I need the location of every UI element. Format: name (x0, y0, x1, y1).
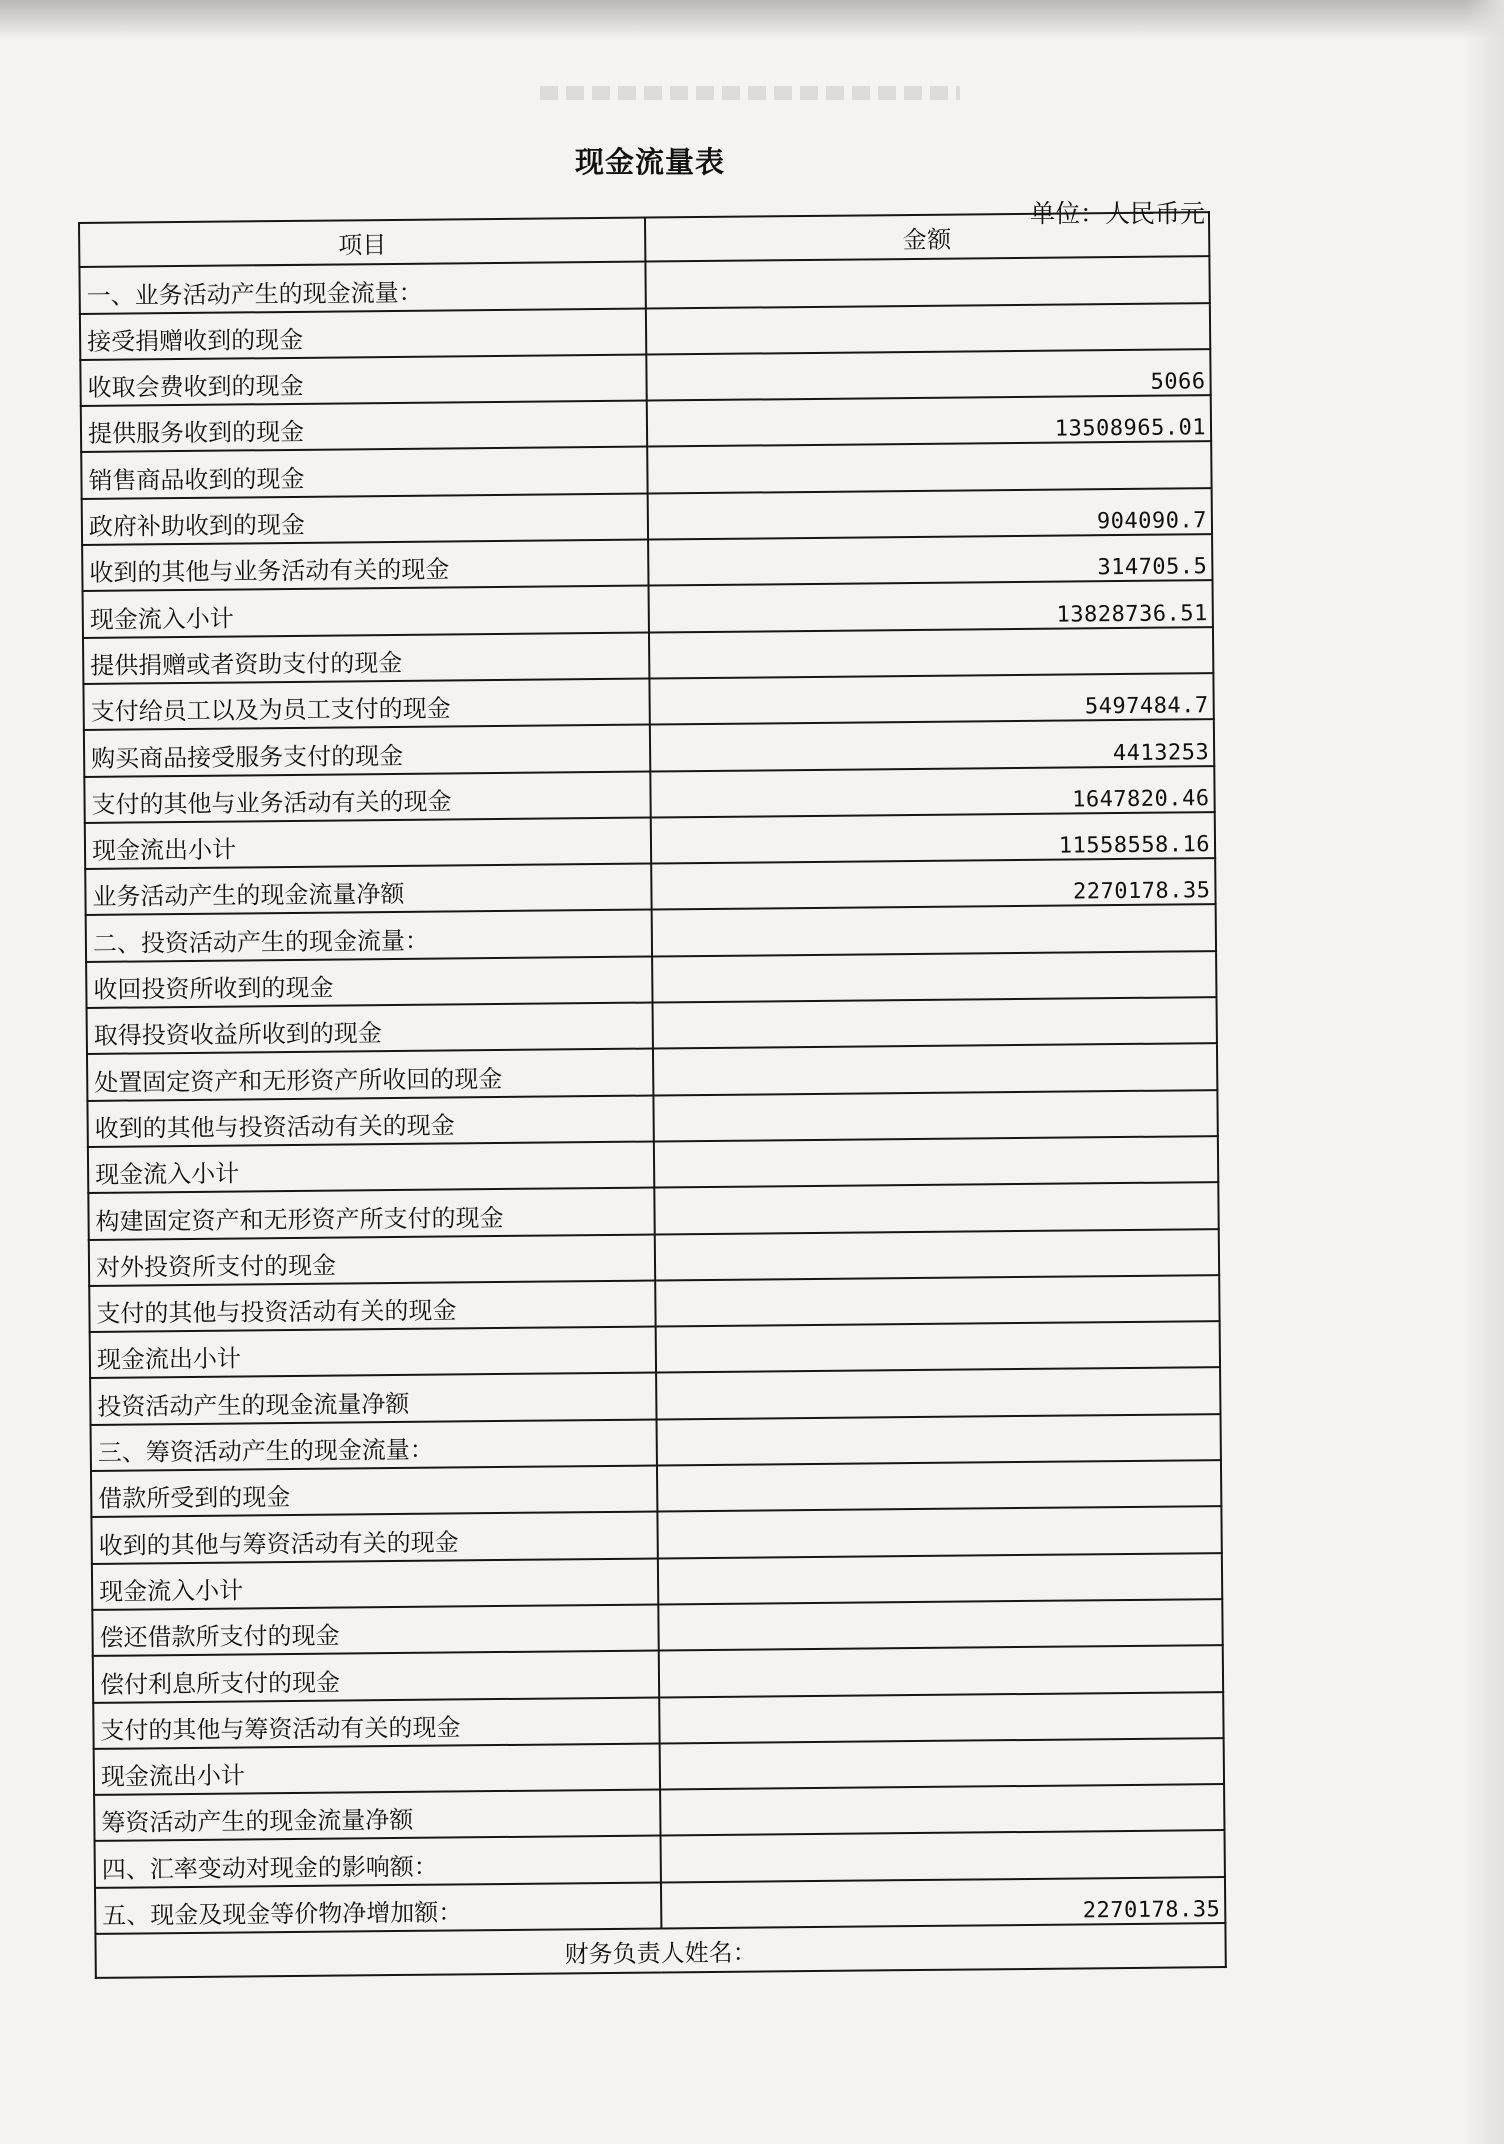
row-item-label: 收取会费收到的现金 (80, 354, 646, 406)
row-amount-value: 904090.7 (648, 488, 1212, 540)
row-item-label: 提供捐赠或者资助支付的现金 (83, 632, 649, 684)
row-amount-value (645, 256, 1209, 308)
row-item-label: 投资活动产生的现金流量净额 (90, 1373, 656, 1425)
row-item-label: 现金流入小计 (92, 1558, 658, 1610)
row-item-label: 支付的其他与投资活动有关的现金 (89, 1280, 655, 1332)
row-item-label: 对外投资所支付的现金 (89, 1234, 655, 1286)
row-amount-value (659, 1692, 1223, 1744)
row-amount-value (654, 1182, 1218, 1234)
row-amount-value (660, 1784, 1224, 1836)
finance-officer-name-label: 财务负责人姓名： (95, 1923, 1225, 1978)
row-item-label: 接受捐赠收到的现金 (80, 308, 646, 360)
row-amount-value: 2270178.35 (651, 858, 1215, 910)
row-amount-value (656, 1368, 1220, 1420)
row-amount-value (654, 1136, 1218, 1188)
row-item-label: 收回投资所收到的现金 (86, 956, 652, 1008)
row-amount-value: 13508965.01 (647, 395, 1211, 447)
row-amount-value (655, 1275, 1219, 1327)
row-amount-value (652, 905, 1216, 957)
row-amount-value: 1647820.46 (650, 766, 1214, 818)
row-amount-value: 5497484.7 (649, 673, 1213, 725)
row-amount-value: 2270178.35 (661, 1877, 1225, 1929)
row-amount-value (657, 1506, 1221, 1558)
row-item-label: 现金流入小计 (83, 586, 649, 638)
row-amount-value (655, 1229, 1219, 1281)
row-amount-value (647, 442, 1211, 494)
row-item-label: 现金流出小计 (90, 1327, 656, 1379)
bleed-through-text (540, 86, 960, 100)
row-item-label: 现金流入小计 (88, 1141, 654, 1193)
row-item-label: 偿还借款所支付的现金 (92, 1604, 658, 1656)
row-item-label: 三、筹资活动产生的现金流量： (91, 1419, 657, 1471)
row-item-label: 支付给员工以及为员工支付的现金 (83, 679, 649, 731)
amount-column-header: 金额 (645, 212, 1209, 262)
currency-unit-label: 单位：人民币元 (1029, 199, 1205, 228)
row-amount-value (646, 303, 1210, 355)
row-item-label: 收到的其他与业务活动有关的现金 (82, 540, 648, 592)
row-amount-value: 314705.5 (648, 534, 1212, 586)
row-item-label: 支付的其他与筹资活动有关的现金 (93, 1697, 659, 1749)
row-amount-value (659, 1645, 1223, 1697)
row-item-label: 收到的其他与筹资活动有关的现金 (91, 1512, 657, 1564)
row-amount-value (661, 1830, 1225, 1882)
row-item-label: 业务活动产生的现金流量净额 (85, 864, 651, 916)
row-item-label: 收到的其他与投资活动有关的现金 (87, 1095, 653, 1147)
scan-edge-shadow (0, 0, 1504, 40)
row-item-label: 政府补助收到的现金 (82, 493, 648, 545)
row-item-label: 取得投资收益所收到的现金 (87, 1003, 653, 1055)
row-amount-value: 4413253 (650, 719, 1214, 771)
row-item-label: 一、业务活动产生的现金流量： (79, 262, 645, 314)
row-item-label: 筹资活动产生的现金流量净额 (94, 1790, 660, 1842)
row-amount-value (657, 1414, 1221, 1466)
row-amount-value (653, 1090, 1217, 1142)
row-item-label: 现金流出小计 (94, 1743, 660, 1795)
row-item-label: 借款所受到的现金 (91, 1466, 657, 1518)
row-item-label: 处置固定资产和无形资产所收回的现金 (87, 1049, 653, 1101)
row-amount-value (652, 951, 1216, 1003)
row-item-label: 销售商品收到的现金 (81, 447, 647, 499)
row-item-label: 构建固定资产和无形资产所支付的现金 (88, 1188, 654, 1240)
document-title: 现金流量表 (574, 145, 725, 179)
row-item-label: 支付的其他与业务活动有关的现金 (84, 771, 650, 823)
row-amount-value (657, 1460, 1221, 1512)
item-column-header: 项目 (79, 218, 645, 268)
row-amount-value (658, 1553, 1222, 1605)
row-item-label: 二、投资活动产生的现金流量： (86, 910, 652, 962)
row-amount-value (649, 627, 1213, 679)
row-item-label: 偿付利息所支付的现金 (93, 1651, 659, 1703)
row-amount-value: 11558558.16 (651, 812, 1215, 864)
row-amount-value (653, 997, 1217, 1049)
cash-flow-table (78, 211, 1227, 1979)
table-footer-row (95, 1923, 1225, 1978)
scan-side-shadow (1464, 0, 1504, 2144)
row-amount-value (658, 1599, 1222, 1651)
row-amount-value (656, 1321, 1220, 1373)
row-item-label: 四、汇率变动对现金的影响额： (95, 1836, 661, 1888)
row-item-label: 购买商品接受服务支付的现金 (84, 725, 650, 777)
row-item-label: 提供服务收到的现金 (81, 401, 647, 453)
row-amount-value (660, 1738, 1224, 1790)
cash-flow-table-container (78, 211, 1223, 1979)
row-item-label: 五、现金及现金等价物净增加额： (95, 1882, 661, 1934)
row-amount-value: 13828736.51 (649, 581, 1213, 633)
row-amount-value (653, 1043, 1217, 1095)
row-item-label: 现金流出小计 (85, 817, 651, 869)
row-amount-value: 5066 (646, 349, 1210, 401)
